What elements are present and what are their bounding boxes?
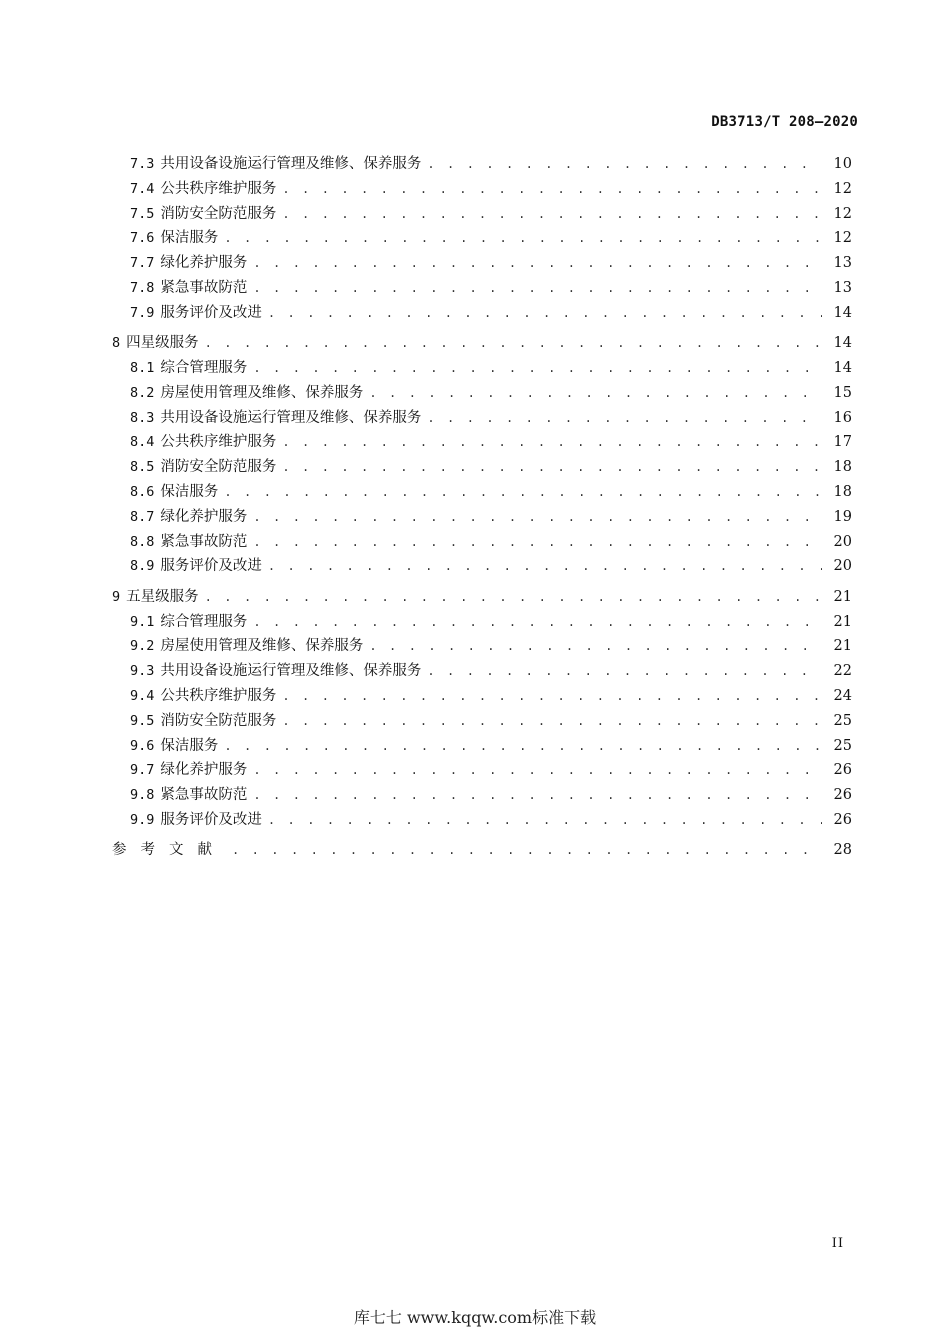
toc-entry-number: 8 bbox=[112, 335, 121, 352]
toc-entry-title: 共用设备设施运行管理及维修、保养服务 bbox=[160, 156, 422, 172]
toc-entry-label bbox=[112, 758, 247, 779]
toc-entry[interactable] bbox=[112, 356, 852, 381]
toc-entry-page: 26 bbox=[833, 787, 852, 804]
toc-entry-page: 16 bbox=[833, 409, 852, 426]
toc-leader-dots bbox=[224, 485, 822, 499]
toc-entry-number: 9.7 bbox=[130, 762, 155, 779]
toc-entry-title: 服务评价及改进 bbox=[160, 558, 262, 575]
toc-entry-page: 28 bbox=[833, 842, 852, 859]
toc-entry[interactable] bbox=[112, 585, 852, 610]
toc-entry-label bbox=[112, 226, 218, 247]
toc-entry[interactable] bbox=[112, 301, 852, 326]
toc-entry-page: 22 bbox=[833, 663, 852, 680]
toc-entry-number: 7.9 bbox=[130, 304, 155, 321]
toc-entry-label bbox=[112, 251, 247, 272]
toc-leader-dots bbox=[224, 231, 822, 245]
toc-entry-label bbox=[112, 554, 262, 575]
toc-entry-number: 8.5 bbox=[130, 459, 155, 476]
toc-entry-page: 17 bbox=[833, 434, 852, 451]
toc-entry-number: 7.8 bbox=[130, 279, 155, 296]
toc-entry-title: 五星级服务 bbox=[126, 588, 199, 605]
toc-entry-page: 12 bbox=[833, 230, 852, 247]
toc-entry[interactable] bbox=[112, 381, 852, 406]
toc-entry-number: 9.2 bbox=[130, 638, 155, 655]
toc-entry-number: 8.4 bbox=[130, 434, 155, 451]
toc-entry-number: 8.3 bbox=[130, 409, 155, 426]
toc-entry-title: 紧急事故防范 bbox=[160, 533, 248, 550]
toc-entry-page: 19 bbox=[833, 508, 852, 525]
toc-entry-label bbox=[112, 301, 262, 322]
toc-entry-title: 公共秩序维护服务 bbox=[160, 434, 277, 451]
toc-entry-title: 公共秩序维护服务 bbox=[160, 180, 277, 197]
toc-entry-label bbox=[112, 406, 421, 427]
toc-leader-dots bbox=[427, 664, 822, 678]
toc-entry-title: 消防安全防范服务 bbox=[160, 205, 277, 222]
toc-leader-dots bbox=[253, 281, 822, 295]
toc-entry[interactable] bbox=[112, 554, 852, 579]
toc-entry-page: 26 bbox=[833, 762, 852, 779]
toc-entry[interactable] bbox=[112, 684, 852, 709]
toc-entry-title: 房屋使用管理及维修、保养服务 bbox=[160, 638, 364, 655]
toc-entry-number: 7.3 bbox=[130, 156, 155, 172]
page-number: II bbox=[831, 1236, 844, 1251]
toc-entry-label bbox=[112, 659, 421, 680]
toc-entry-page: 14 bbox=[833, 304, 852, 321]
toc-entry-label bbox=[112, 276, 247, 297]
toc-entry[interactable] bbox=[112, 530, 852, 555]
toc-entry-label bbox=[112, 610, 247, 631]
toc-entry-title: 绿化养护服务 bbox=[160, 508, 248, 525]
toc-entry[interactable] bbox=[112, 734, 852, 759]
toc-entry[interactable] bbox=[112, 177, 852, 202]
toc-entry-label bbox=[112, 381, 363, 402]
toc-entry[interactable] bbox=[112, 430, 852, 455]
toc-entry-label bbox=[112, 783, 247, 804]
toc-entry-number: 9.4 bbox=[130, 687, 155, 704]
toc-entry-title: 紧急事故防范 bbox=[160, 279, 248, 296]
toc-entry-page: 25 bbox=[833, 712, 852, 729]
toc-entry-title: 保洁服务 bbox=[160, 230, 219, 247]
toc-entry-label bbox=[112, 505, 247, 526]
toc-entry-number: 9.5 bbox=[130, 712, 155, 729]
toc-entry-number: 7.6 bbox=[130, 230, 155, 247]
toc-entry-page: 13 bbox=[833, 279, 852, 296]
toc-entry-title: 综合管理服务 bbox=[160, 613, 248, 630]
toc-entry-label bbox=[112, 808, 262, 829]
toc-entry-page: 21 bbox=[833, 588, 852, 605]
toc-entry-title: 服务评价及改进 bbox=[160, 811, 262, 828]
toc-entry[interactable] bbox=[112, 276, 852, 301]
toc-entry-page: 20 bbox=[833, 533, 852, 550]
toc-entry-page: 12 bbox=[833, 180, 852, 197]
toc-leader-dots bbox=[268, 559, 822, 573]
toc-entry[interactable] bbox=[112, 406, 852, 431]
toc-entry-page: 14 bbox=[833, 335, 852, 352]
toc-entry[interactable] bbox=[112, 202, 852, 227]
toc-entry-title: 服务评价及改进 bbox=[160, 304, 262, 321]
toc-entry-title: 综合管理服务 bbox=[160, 359, 248, 376]
toc-leader-dots bbox=[232, 843, 822, 857]
toc-entry[interactable] bbox=[112, 455, 852, 480]
toc-entry-title: 紧急事故防范 bbox=[160, 787, 248, 804]
toc-leader-dots bbox=[224, 739, 822, 753]
toc-leader-dots bbox=[268, 306, 822, 320]
toc-entry-title: 消防安全防范服务 bbox=[160, 712, 277, 729]
toc-entry[interactable] bbox=[112, 808, 852, 833]
toc-leader-dots bbox=[282, 460, 822, 474]
toc-entry-label bbox=[112, 455, 276, 476]
toc-entry-number: 9 bbox=[112, 588, 121, 605]
toc-entry[interactable] bbox=[112, 152, 852, 177]
toc-entry-label bbox=[112, 838, 226, 859]
toc-leader-dots bbox=[369, 386, 822, 400]
toc-entry-title: 参考文献 bbox=[112, 842, 226, 859]
toc-entry[interactable] bbox=[112, 758, 852, 783]
toc-leader-dots bbox=[282, 207, 822, 221]
toc-leader-dots bbox=[253, 535, 822, 549]
toc-entry-label bbox=[112, 684, 276, 705]
toc-leader-dots bbox=[427, 411, 822, 425]
toc-entry-number: 7.5 bbox=[130, 205, 155, 222]
toc-entry-number: 8.6 bbox=[130, 483, 155, 500]
toc-leader-dots bbox=[282, 714, 822, 728]
toc-entry[interactable] bbox=[112, 709, 852, 734]
toc-leader-dots bbox=[268, 813, 822, 827]
table-of-contents bbox=[112, 152, 852, 863]
toc-entry-title: 绿化养护服务 bbox=[160, 762, 248, 779]
toc-entry-number: 9.1 bbox=[130, 613, 155, 630]
toc-entry-page: 21 bbox=[833, 613, 852, 630]
toc-leader-dots bbox=[253, 615, 822, 629]
toc-entry-label bbox=[112, 202, 276, 223]
toc-entry-number: 8.7 bbox=[130, 508, 155, 525]
toc-leader-dots bbox=[205, 590, 822, 604]
toc-entry-title: 房屋使用管理及维修、保养服务 bbox=[160, 384, 364, 401]
toc-entry[interactable] bbox=[112, 610, 852, 635]
toc-entry-page: 10 bbox=[833, 156, 852, 172]
toc-leader-dots bbox=[282, 182, 822, 196]
toc-leader-dots bbox=[253, 788, 822, 802]
toc-entry[interactable] bbox=[112, 226, 852, 251]
toc-entry-page: 18 bbox=[833, 459, 852, 476]
toc-leader-dots bbox=[369, 639, 822, 653]
toc-entry-title: 四星级服务 bbox=[126, 335, 199, 352]
watermark-text: 库七七 www.kqqw.com标准下载 bbox=[353, 1308, 597, 1327]
toc-entry[interactable] bbox=[112, 251, 852, 276]
toc-entry-label bbox=[112, 430, 276, 451]
toc-entry[interactable] bbox=[112, 634, 852, 659]
toc-entry-page: 25 bbox=[833, 737, 852, 754]
toc-entry-page: 21 bbox=[833, 638, 852, 655]
toc-entry[interactable] bbox=[112, 505, 852, 530]
toc-entry-number: 9.9 bbox=[130, 811, 155, 828]
toc-leader-dots bbox=[253, 763, 822, 777]
toc-entry-number: 9.8 bbox=[130, 787, 155, 804]
toc-entry-number: 9.6 bbox=[130, 737, 155, 754]
toc-entry-page: 20 bbox=[833, 558, 852, 575]
toc-entry-number: 7.7 bbox=[130, 255, 155, 272]
toc-leader-dots bbox=[253, 510, 822, 524]
toc-entry-number: 8.1 bbox=[130, 359, 155, 376]
toc-entry-page: 14 bbox=[833, 359, 852, 376]
toc-entry-label bbox=[112, 331, 199, 352]
document-code: DB3713/T 208—2020 bbox=[711, 114, 858, 130]
toc-entry-title: 保洁服务 bbox=[160, 483, 219, 500]
toc-leader-dots bbox=[205, 336, 822, 350]
toc-entry-label bbox=[112, 356, 247, 377]
toc-entry-label bbox=[112, 480, 218, 501]
toc-entry-label bbox=[112, 530, 247, 551]
toc-leader-dots bbox=[427, 157, 822, 171]
toc-entry-label bbox=[112, 177, 276, 198]
toc-entry[interactable] bbox=[112, 783, 852, 808]
toc-entry-number: 8.2 bbox=[130, 384, 155, 401]
toc-entry-page: 18 bbox=[833, 483, 852, 500]
toc-entry-page: 15 bbox=[833, 384, 852, 401]
toc-entry-title: 保洁服务 bbox=[160, 737, 219, 754]
toc-entry-page: 26 bbox=[833, 811, 852, 828]
toc-entry[interactable] bbox=[112, 480, 852, 505]
toc-entry-title: 共用设备设施运行管理及维修、保养服务 bbox=[160, 663, 422, 680]
toc-entry-title: 绿化养护服务 bbox=[160, 255, 248, 272]
toc-entry-page: 12 bbox=[833, 205, 852, 222]
toc-entry-label bbox=[112, 152, 421, 173]
toc-entry-label bbox=[112, 634, 363, 655]
toc-leader-dots bbox=[253, 256, 822, 270]
toc-entry-label bbox=[112, 734, 218, 755]
toc-entry-label bbox=[112, 585, 199, 606]
toc-entry[interactable] bbox=[112, 838, 852, 863]
toc-entry-title: 消防安全防范服务 bbox=[160, 459, 277, 476]
toc-entry-number: 8.8 bbox=[130, 533, 155, 550]
toc-entry-page: 13 bbox=[833, 255, 852, 272]
toc-entry-number: 7.4 bbox=[130, 180, 155, 197]
toc-entry-number: 9.3 bbox=[130, 663, 155, 680]
toc-leader-dots bbox=[253, 361, 822, 375]
toc-entry-title: 共用设备设施运行管理及维修、保养服务 bbox=[160, 409, 422, 426]
toc-leader-dots bbox=[282, 689, 822, 703]
toc-entry-number: 8.9 bbox=[130, 558, 155, 575]
toc-leader-dots bbox=[282, 435, 822, 449]
toc-entry-label bbox=[112, 709, 276, 730]
toc-entry[interactable] bbox=[112, 331, 852, 356]
toc-entry-title: 公共秩序维护服务 bbox=[160, 687, 277, 704]
toc-entry-page: 24 bbox=[833, 687, 852, 704]
toc-entry[interactable] bbox=[112, 659, 852, 684]
